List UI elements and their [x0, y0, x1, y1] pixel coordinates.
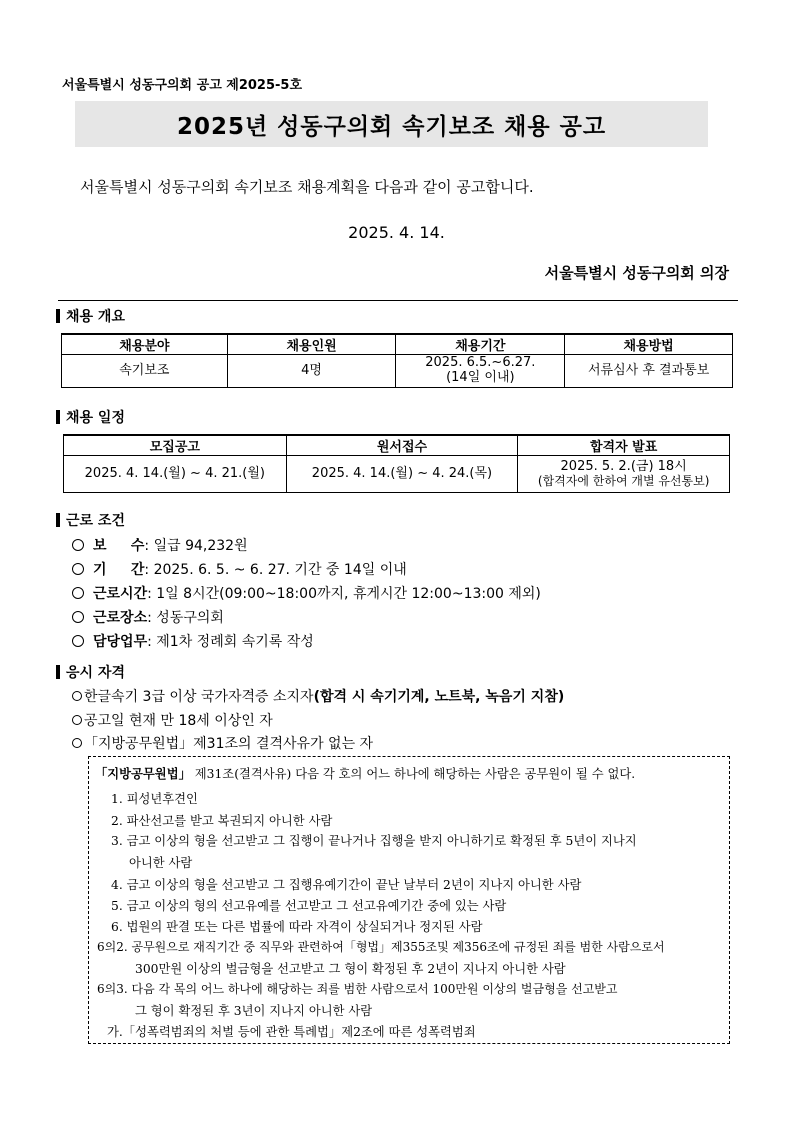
notice-date: 2025. 4. 14. — [348, 223, 445, 242]
period-note: (14일 이내) — [446, 370, 515, 385]
section-bar-icon — [56, 513, 60, 527]
table-cell-period — [396, 355, 565, 388]
condition-label: 근로시간 — [93, 586, 148, 602]
law-line: 그 형이 확정된 후 3년이 지나지 아니한 사람 — [135, 1004, 373, 1018]
circle-bullet-icon — [72, 563, 84, 575]
qualification-text: 한글속기 3급 이상 국가자격증 소지자 — [84, 689, 314, 705]
notice-number: 서울특별시 성동구의회 공고 제2025-5호 — [62, 78, 303, 93]
law-excerpt-box — [88, 756, 730, 1044]
condition-value: : 일급 94,232원 — [144, 538, 248, 554]
period-value: 2025. 6.5.~6.27. — [425, 355, 536, 371]
qualification-item — [72, 710, 273, 730]
announce-note: (합격자에 한하여 개별 유선통보) — [537, 473, 710, 488]
qualification-text: 공고일 현재 만 18세 이상인 자 — [84, 713, 273, 729]
condition-value: : 2025. 6. 5. ~ 6. 27. 기간 중 14일 이내 — [144, 562, 407, 578]
qualification-bold-note: (합격 시 속기기계, 노트북, 녹음기 지참) — [313, 689, 565, 705]
law-intro-text: 제31조(결격사유) 다음 각 호의 어느 하나에 해당하는 사람은 공무원이 될 수 없다. — [190, 767, 636, 781]
title-banner — [75, 101, 708, 147]
condition-value: : 제1차 정례회 속기록 작성 — [147, 634, 314, 650]
section-bar-icon — [56, 309, 60, 323]
condition-period — [72, 559, 407, 579]
law-line: 4. 금고 이상의 형을 선고받고 그 집행유예기간이 끝난 날부터 2년이 지나지 아니한 사람 — [111, 878, 582, 892]
condition-value: : 1일 8시간(09:00~18:00까지, 휴게시간 12:00~13:00 제외) — [147, 586, 541, 602]
circle-bullet-icon — [72, 691, 82, 701]
table-cell: 속기보조 — [62, 355, 228, 388]
schedule-table — [63, 434, 730, 493]
overview-table — [61, 333, 733, 388]
intro-text: 서울특별시 성동구의회 속기보조 채용계획을 다음과 같이 공고합니다. — [80, 178, 534, 196]
qualification-item — [72, 733, 373, 753]
circle-bullet-icon — [72, 611, 84, 623]
table-header: 채용방법 — [565, 334, 733, 355]
law-line: 5. 금고 이상의 형의 선고유예를 선고받고 그 선고유예기간 중에 있는 사람 — [111, 899, 507, 913]
section-heading-label: 근로 조건 — [66, 513, 125, 529]
law-name: 「지방공무원법」 — [95, 767, 191, 781]
law-line: 아니한 사람 — [129, 856, 193, 870]
table-row — [62, 355, 733, 388]
section-heading-conditions — [56, 510, 125, 530]
condition-place — [72, 607, 224, 627]
table-header: 원서접수 — [286, 435, 518, 456]
law-line: 1. 피성년후견인 — [111, 792, 198, 806]
law-line: 300만원 이상의 벌금형을 선고받고 그 형이 확정된 후 2년이 지나지 아니한 사람 — [135, 962, 566, 976]
table-header: 채용인원 — [227, 334, 396, 355]
qualification-item — [72, 686, 564, 706]
table-cell: 서류심사 후 결과통보 — [565, 355, 733, 388]
condition-label: 보 수 — [93, 538, 145, 554]
section-heading-label: 응시 자격 — [66, 665, 125, 681]
circle-bullet-icon — [72, 715, 82, 725]
section-bar-icon — [56, 665, 60, 679]
table-cell: 2025. 4. 14.(월) ~ 4. 24.(목) — [286, 456, 518, 493]
section-heading-qualifications — [56, 662, 125, 682]
section-heading-label: 채용 개요 — [66, 309, 125, 325]
divider — [58, 300, 738, 301]
page-title: 2025년 성동구의회 속기보조 채용 공고 — [176, 113, 607, 140]
condition-duty — [72, 631, 314, 651]
law-line: 6의3. 다음 각 목의 어느 하나에 해당하는 죄를 범한 사람으로서 100만원 이상의 벌금형을 선고받고 — [97, 982, 618, 996]
section-heading-label: 채용 일정 — [66, 410, 125, 426]
condition-value: : 성동구의회 — [147, 610, 224, 626]
law-line: 3. 금고 이상의 형을 선고받고 그 집행이 끝나거나 집행을 받지 아니하기로 확정된 후 5년이 지나지 — [111, 834, 637, 848]
law-line: 6. 법원의 판결 또는 다른 법률에 따라 자격이 상실되거나 정지된 사람 — [111, 920, 483, 934]
section-heading-overview — [56, 306, 125, 326]
circle-bullet-icon — [72, 635, 84, 647]
issuer: 서울특별시 성동구의회 의장 — [544, 264, 729, 282]
table-cell-announce — [518, 456, 730, 493]
table-cell: 4명 — [227, 355, 396, 388]
law-line: 6의2. 공무원으로 재직기간 중 직무와 관련하여「형법」제355조및 제356조에 규정된 죄를 범한 사람으로서 — [97, 940, 665, 954]
announce-value: 2025. 5. 2.(금) 18시 — [560, 458, 687, 474]
law-intro — [95, 764, 635, 782]
table-header: 채용기간 — [396, 334, 565, 355]
law-line: 가.「성폭력범죄의 처벌 등에 관한 특례법」제2조에 따른 성폭력범죄 — [107, 1025, 476, 1039]
table-header: 모집공고 — [64, 435, 287, 456]
table-header: 합격자 발표 — [518, 435, 730, 456]
section-bar-icon — [56, 410, 60, 424]
condition-hours — [72, 583, 541, 603]
circle-bullet-icon — [72, 738, 82, 748]
law-line: 2. 파산선고를 받고 복권되지 아니한 사람 — [111, 814, 333, 828]
condition-pay — [72, 535, 248, 555]
table-cell: 2025. 4. 14.(월) ~ 4. 21.(월) — [64, 456, 287, 493]
qualification-text: 「지방공무원법」제31조의 결격사유가 없는 자 — [84, 736, 374, 752]
table-header: 채용분야 — [62, 334, 228, 355]
condition-label: 기 간 — [93, 562, 145, 578]
circle-bullet-icon — [72, 539, 84, 551]
table-row — [64, 456, 730, 493]
condition-label: 담당업무 — [93, 634, 148, 650]
condition-label: 근로장소 — [93, 610, 148, 626]
circle-bullet-icon — [72, 587, 84, 599]
section-heading-schedule — [56, 407, 125, 427]
